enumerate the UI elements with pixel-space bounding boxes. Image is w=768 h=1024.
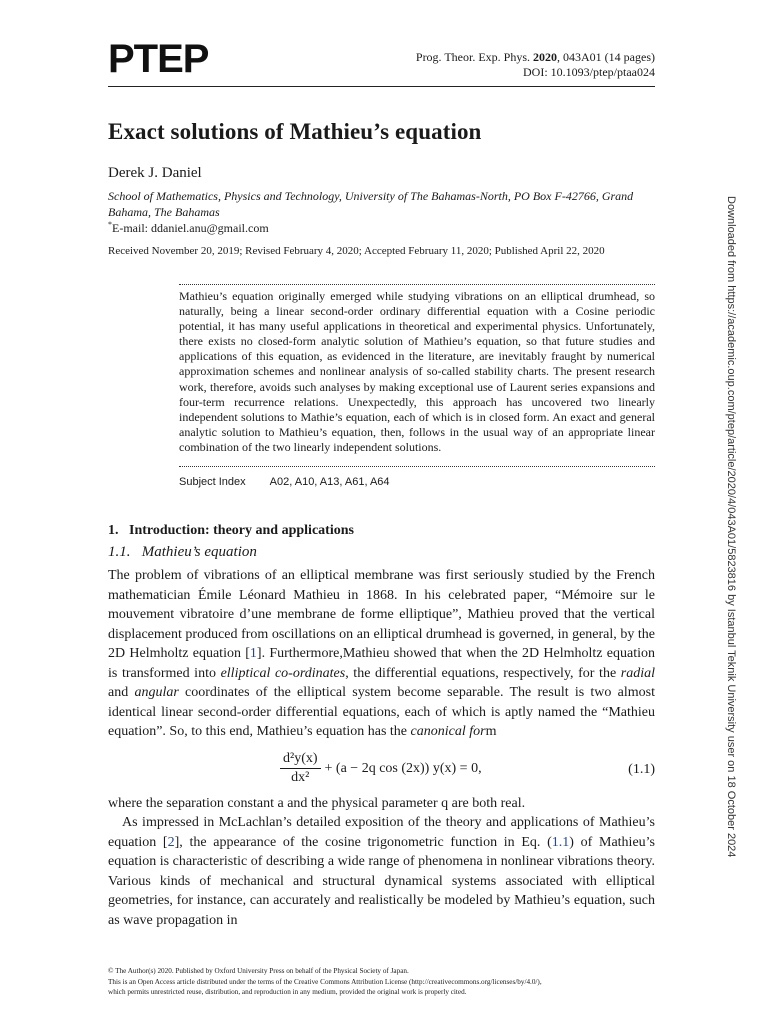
ref-link-1[interactable]: 1	[249, 646, 257, 661]
logo-text: PTEP	[108, 38, 209, 78]
para1-text: ]. Furthermore,Mathieu showed that when the 2D Helmholtz equation is transformed into	[108, 646, 656, 681]
footer-line-2: This is an Open Access article distributed under the terms of the Creative Commons Attribution License (http://creativecommons.org/licenses/by/4.0/),	[108, 977, 542, 986]
eq-ref-link[interactable]: 1.1	[551, 834, 570, 850]
journal-info	[416, 50, 655, 80]
footer-line-3: which permits unrestricted reuse, distribution, and reproduction in any medium, provided the original work is properly cited.	[108, 988, 467, 996]
abstract-top-rule	[179, 284, 655, 285]
paragraph-2: where the separation constant a and the physical parameter q are both real.	[108, 796, 526, 811]
equation-rest: + (a − 2q cos (2x)) y(x) = 0,	[324, 760, 482, 776]
subsection-number: 1.1.	[108, 544, 131, 560]
download-sidebar: Downloaded from https://academic.oup.com/ptep/article/2020/4/043A01/5823816 by Istanbul Teknik University user on 18 October 2024	[725, 196, 737, 858]
paragraph-3	[108, 813, 655, 930]
equation-fraction	[280, 750, 321, 787]
email[interactable]: E-mail: ddaniel.anu@gmail.com	[112, 221, 269, 235]
email-mark: *	[108, 220, 112, 229]
ptep-logo	[108, 38, 228, 78]
abstract-bottom-rule	[179, 466, 655, 467]
equation-1-1	[280, 750, 482, 794]
para1-italic: elliptical co-ordinates	[220, 665, 346, 681]
publication-dates: Received November 20, 2019; Revised February 4, 2020; Accepted February 11, 2020; Published April 22, 2020	[108, 245, 605, 257]
paper-title: Exact solutions of Mathieu’s equation	[108, 119, 482, 144]
subject-index-codes: A02, A10, A13, A61, A64	[269, 476, 390, 488]
email-line	[108, 220, 269, 236]
equation-number: (1.1)	[628, 762, 655, 777]
para3-text: As impressed in McLachlan’s detailed exposition of the theory and applications of Mathieu’s equation [	[108, 815, 655, 850]
para3-text: ], the appearance of the cosine trigonometric function in Eq. (	[174, 834, 552, 850]
doi: DOI: 10.1093/ptep/ptaa024	[523, 65, 655, 79]
author-name: Derek J. Daniel	[108, 165, 202, 181]
affiliation: School of Mathematics, Physics and Technology, University of The Bahamas-North, PO Box F-42766, Grand Bahama, The Bahamas	[108, 189, 634, 219]
section-heading	[108, 523, 354, 539]
para1-text: coordinates of the elliptical system become separable. The result is two almost identical linear second-order differential equations, each of which is aptly named the “Mathieu equation”. So, to this end, Mathieu’s equation has the	[108, 685, 655, 739]
subject-index-label: Subject Index	[179, 476, 246, 488]
abstract: Mathieu’s equation originally emerged while studying vibrations on an elliptical drumhead, so naturally, being a linear second-order ordinary differential equation with a Cosine periodic potential, it has many useful applications in theoretical and experimental physics. Unfortunately, there exists no closed-form analytic solution of Mathieu’s equation, so that future studies and applications of this equation, as evidenced in the literature, are inevitably fraught by numerical approximation schemes and nonlinear analysis of so-called stability charts. The present research work, therefore, avoids such analyses by making exceptional use of Laurent series expansions and four-term recurrence relations. Unexpectedly, this approach has uncovered two linearly independent solutions to Mathie’s equation, each of which is in closed form. An exact and general analytic solution to Mathieu’s equation, then, follows in the usual way of an appropriate linear combination of the two linearly independent solutions.	[179, 289, 655, 454]
section-number: 1.	[108, 523, 119, 538]
section-title: Introduction: theory and applications	[129, 523, 354, 538]
para1-text: The problem of vibrations of an elliptical membrane was first seriously studied by the French mathematician Émile Léonard Mathieu in 1868. In his celebrated paper, “Mémoire sur le mouvement vibratoire d’une membrane de forme elliptique”, Mathieu proved that the vertical displacement produced from oscillations on an elliptical drumhead is governed, in general, by the 2D Helmholtz equation [	[108, 568, 655, 661]
journal-prefix: Prog. Theor. Exp. Phys.	[415, 50, 531, 64]
subsection-heading	[108, 544, 257, 561]
copyright-footer	[108, 966, 668, 998]
paragraph-1	[108, 566, 655, 742]
para1-italic: radial	[620, 665, 655, 681]
header-rule	[108, 86, 655, 87]
article-info: , 043A01 (14 pages)	[557, 50, 655, 64]
para3-text: ) of Mathieu’s equation is characteristic of describing a wide range of phenomena in nonlinear vibrations theory. Various kinds of mechanical and structural dynamical systems associated with elliptical geometries, for instance, can accurately and realistically be modeled by Mathieu’s equation, such as wave propagation in	[108, 834, 655, 928]
footer-line-1: © The Author(s) 2020. Published by Oxford University Press on behalf of the Physical Society of Japan.	[108, 967, 409, 975]
para1-text: m	[485, 724, 497, 739]
equation-numerator: d²y(x)	[280, 750, 321, 769]
subject-index	[179, 476, 390, 488]
para1-text: and	[108, 685, 135, 700]
equation-denominator: dx²	[291, 770, 310, 785]
ref-link-2[interactable]: 2	[167, 834, 175, 850]
subsection-title: Mathieu’s equation	[141, 544, 257, 560]
journal-year: 2020	[533, 50, 558, 64]
para1-italic: angular	[134, 685, 179, 700]
para1-text: , the differential equations, respectively, for the	[345, 665, 621, 681]
para1-italic: canonical for	[410, 724, 486, 739]
